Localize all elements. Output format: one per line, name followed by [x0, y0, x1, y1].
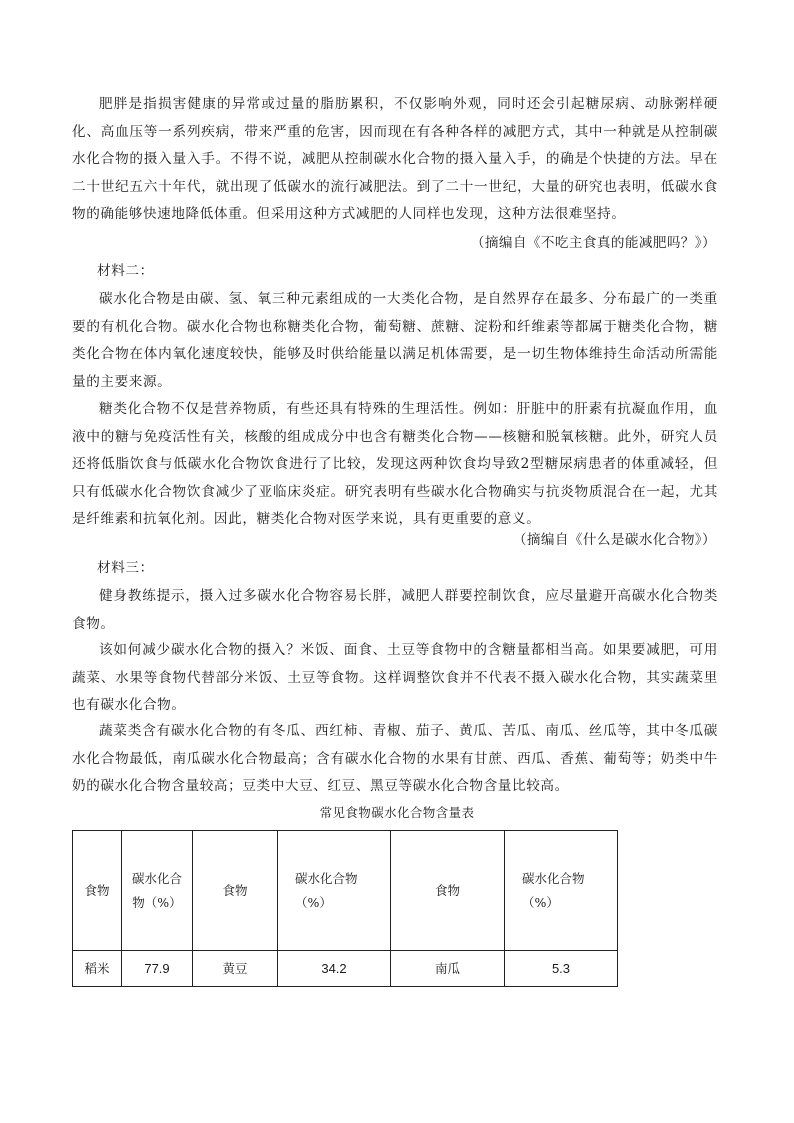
table-cell: 南瓜	[391, 951, 505, 987]
table-cell: 黄豆	[193, 951, 278, 987]
material1-paragraph: 肥胖是指损害健康的异常或过量的脂肪累积，不仅影响外观，同时还会引起糖尿病、动脉粥样硬化、高血压等一系列疾病，带来严重的危害，因而现在有各种各样的减肥方式，其中一种就是从控制碳水化合物的摄入量入手。不得不说，减肥从控制碳水化合物的摄入量入手，的确是个快捷的方法。早在二十世纪五六十年代，就出现了低碳水的流行减肥法。到了二十一世纪，大量的研究也表明，低碳水食物的确能够快速地降低体重。但采用这种方式减肥的人同样也发现，这种方法很难坚持。	[72, 96, 718, 222]
material3-label: 材料三：	[97, 560, 154, 576]
material2-label: 材料二：	[97, 263, 154, 279]
table-cell: 34.2	[278, 951, 391, 987]
table-caption: 常见食物碳水化合物含量表	[319, 805, 475, 820]
table-header-cell: 食物	[73, 831, 122, 951]
table-header-cell: 碳水化合物（%）	[278, 831, 391, 951]
material3-paragraph1: 健身教练提示，摄入过多碳水化合物容易长胖，减肥人群要控制饮食，应尽量避开高碳水化合物类食物。	[72, 588, 718, 632]
table-header-cell: 食物	[391, 831, 505, 951]
material2-source: （摘编自《什么是碳水化合物》）	[512, 532, 716, 548]
table-row	[73, 951, 618, 987]
table-header-row	[73, 831, 618, 951]
carbohydrate-table	[72, 830, 618, 987]
table-cell: 稻米	[73, 951, 122, 987]
table-header-cell: 食物	[193, 831, 278, 951]
table-cell: 5.3	[505, 951, 618, 987]
material2-paragraph2: 糖类化合物不仅是营养物质，有些还具有特殊的生理活性。例如：肝脏中的肝素有抗凝血作用，血液中的糖与免疫活性有关，核酸的组成成分中也含有糖类化合物——核糖和脱氧核糖。此外，研究人员还将低脂饮食与低碳水化合物饮食进行了比较，发现这两种饮食均导致2型糖尿病患者的体重减轻，但只有低碳水化合物饮食减少了亚临床炎症。研究表明有些碳水化合物确实与抗炎物质混合在一起，尤其是纤维素和抗氧化剂。因此，糖类化合物对医学来说，具有更重要的意义。	[72, 401, 718, 527]
table-header-cell: 碳水化合物（%）	[505, 831, 618, 951]
table-header-cell: 碳水化合物（%）	[122, 831, 193, 951]
table-cell: 77.9	[122, 951, 193, 987]
material3-paragraph3: 蔬菜类含有碳水化合物的有冬瓜、西红柿、青椒、茄子、黄瓜、苦瓜、南瓜、丝瓜等，其中冬瓜碳水化合物最低，南瓜碳水化合物最高；含有碳水化合物的水果有甘蔗、西瓜、香蕉、葡萄等；奶类中牛奶的碳水化合物含量较高；豆类中大豆、红豆、黑豆等碳水化合物含量比较高。	[72, 723, 718, 794]
material3-paragraph2: 该如何减少碳水化合物的摄入？米饭、面食、土豆等食物中的含糖量都相当高。如果要减肥，可用蔬菜、水果等食物代替部分米饭、土豆等食物。这样调整饮食并不代表不摄入碳水化合物，其实蔬菜里也有碳水化合物。	[72, 642, 718, 713]
material1-source: （摘编自《不吃主食真的能减肥吗？》）	[470, 235, 716, 251]
material2-paragraph1: 碳水化合物是由碳、氢、氧三种元素组成的一大类化合物，是自然界存在最多、分布最广的一类重要的有机化合物。碳水化合物也称糖类化合物，葡萄糖、蔗糖、淀粉和纤维素等都属于糖类化合物，糖类化合物在体内氧化速度较快，能够及时供给能量以满足机体需要，是一切生物体维持生命活动所需能量的主要来源。	[72, 291, 718, 390]
